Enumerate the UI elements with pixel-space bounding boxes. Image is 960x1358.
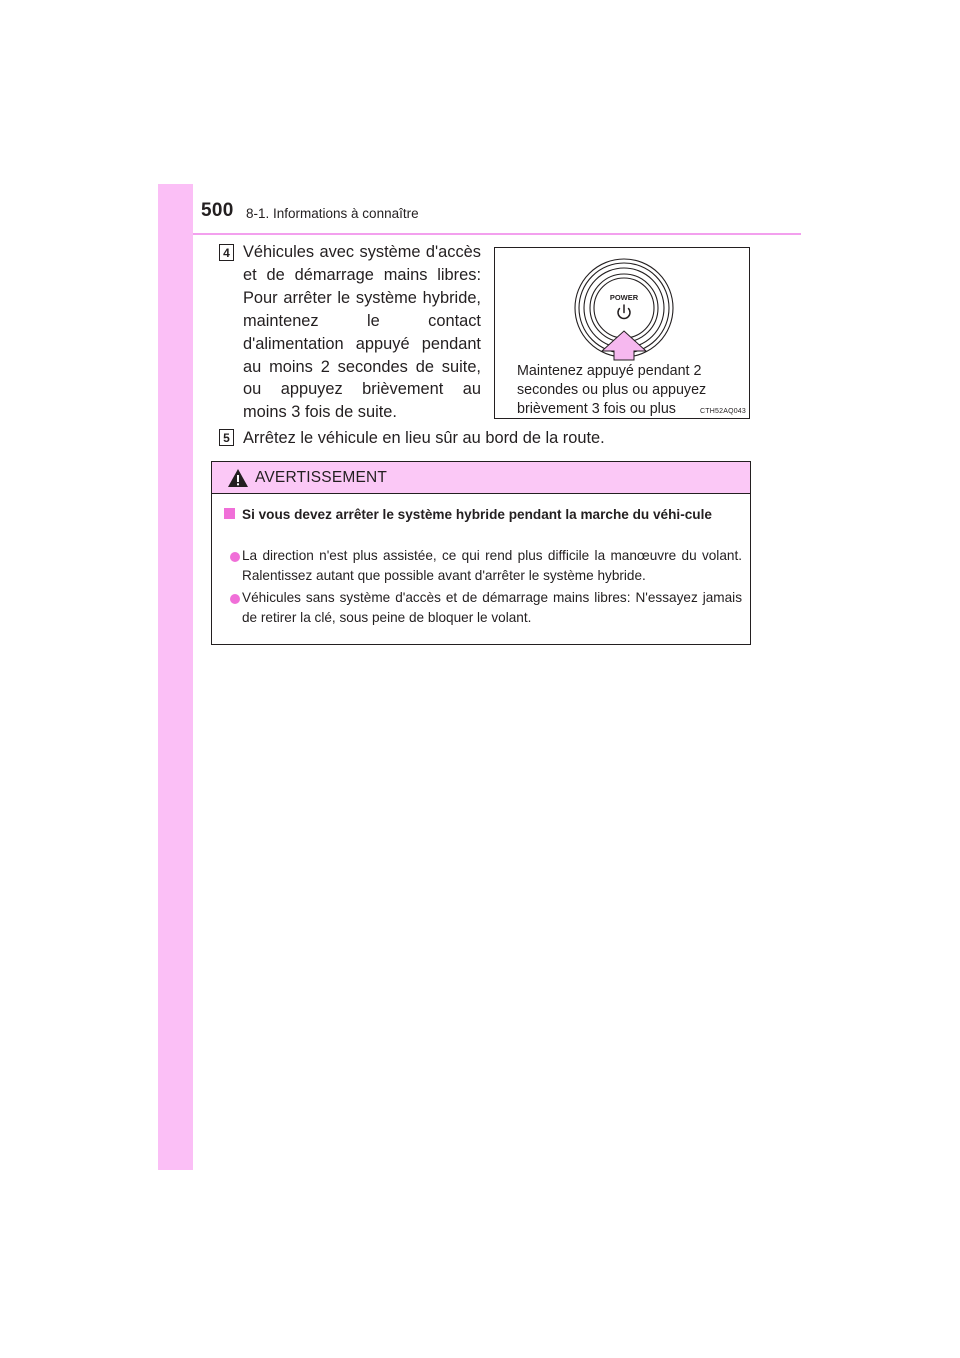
bullet-dot-icon [230, 552, 240, 562]
page-number: 500 [201, 200, 234, 221]
illustration-code: CTH52AQ043 [700, 408, 746, 415]
power-button-illustration [494, 247, 750, 419]
warning-box [211, 461, 751, 645]
warning-heading: Si vous devez arrêter le système hybride pendant la marche du véhi-cule [242, 507, 712, 522]
illustration-caption: Maintenez appuyé pendant 2 secondes ou plus ou appuyez brièvement 3 fois ou plus [517, 363, 707, 417]
power-icon [618, 305, 630, 318]
header-rule [193, 233, 801, 235]
step-4-text: Véhicules avec système d'accès et de démarrage mains libres: Pour arrêter le système hybride, maintenez le contact d'alimentation appuyé pendant au moins 2 secondes de suite, ou appuyez brièvement au moins 3 fois de suite. [243, 243, 481, 422]
warning-title: AVERTISSEMENT [255, 469, 388, 486]
warning-bullet-1: La direction n'est plus assistée, ce qui rend plus difficile la manœuvre du volant. Ralentissez autant que possible avant d'arrêter le système hybride. [242, 548, 742, 583]
bullet-dot-icon [230, 594, 240, 604]
step-number-5: 5 [219, 429, 234, 446]
warning-bullet-2: Véhicules sans système d'accès et de démarrage mains libres: N'essayez jamais de retirer la clé, sous peine de bloquer le volant. [242, 590, 742, 625]
page-sidebar-tab [158, 184, 193, 1170]
section-title: 8-1. Informations à connaître [246, 206, 419, 221]
warning-triangle-icon [227, 468, 249, 488]
power-label: POWER [609, 293, 639, 302]
heading-square-icon [224, 508, 235, 519]
press-arrow-icon [602, 331, 646, 360]
step-number-4: 4 [219, 244, 234, 261]
step-5-text: Arrêtez le véhicule en lieu sûr au bord de la route. [243, 429, 605, 447]
warning-header [212, 462, 750, 494]
